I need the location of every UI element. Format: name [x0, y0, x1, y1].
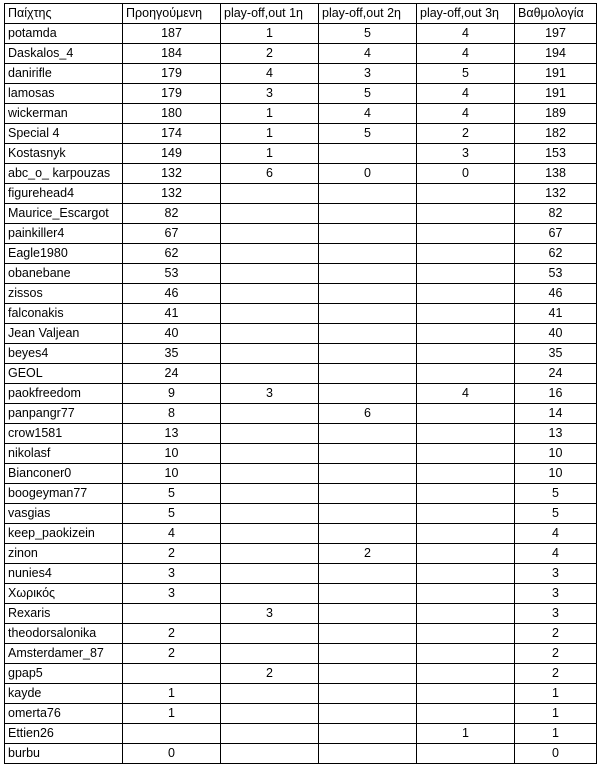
score-cell: 40 [515, 324, 597, 344]
table-row [5, 384, 597, 404]
table-row [5, 464, 597, 484]
score-cell: 191 [515, 64, 597, 84]
score-cell: 82 [515, 204, 597, 224]
playoff-out-1-cell [221, 404, 319, 424]
playoff-out-1-cell: 3 [221, 84, 319, 104]
previous-points-cell: 187 [123, 24, 221, 44]
playoff-out-3-cell [417, 324, 515, 344]
player-name-cell: theodorsalonika [5, 624, 123, 644]
playoff-out-2-cell [319, 444, 417, 464]
column-header-playoff-out-1: play-off,out 1η [221, 4, 319, 24]
player-name-cell: Χωρικός [5, 584, 123, 604]
score-cell: 4 [515, 524, 597, 544]
previous-points-cell: 10 [123, 464, 221, 484]
header-row [5, 4, 597, 24]
score-cell: 182 [515, 124, 597, 144]
player-name-cell: vasgias [5, 504, 123, 524]
previous-points-cell: 1 [123, 684, 221, 704]
table-row [5, 664, 597, 684]
playoff-out-2-cell: 2 [319, 544, 417, 564]
column-header-score: Βαθμολογία [515, 4, 597, 24]
table-row [5, 684, 597, 704]
player-name-cell: kayde [5, 684, 123, 704]
playoff-out-2-cell: 5 [319, 124, 417, 144]
score-cell: 197 [515, 24, 597, 44]
playoff-out-2-cell: 6 [319, 404, 417, 424]
score-cell: 67 [515, 224, 597, 244]
playoff-out-3-cell [417, 584, 515, 604]
playoff-out-3-cell [417, 344, 515, 364]
table-row [5, 504, 597, 524]
playoff-out-1-cell: 2 [221, 44, 319, 64]
playoff-out-1-cell [221, 544, 319, 564]
playoff-out-2-cell [319, 644, 417, 664]
player-name-cell: obanebane [5, 264, 123, 284]
table-row [5, 244, 597, 264]
table-row [5, 264, 597, 284]
playoff-out-2-cell [319, 384, 417, 404]
score-cell: 35 [515, 344, 597, 364]
table-row [5, 544, 597, 564]
playoff-out-2-cell: 5 [319, 24, 417, 44]
playoff-out-1-cell [221, 444, 319, 464]
playoff-out-2-cell [319, 424, 417, 444]
previous-points-cell: 179 [123, 64, 221, 84]
score-cell: 3 [515, 564, 597, 584]
player-name-cell: burbu [5, 744, 123, 764]
playoff-out-1-cell [221, 204, 319, 224]
player-name-cell: nikolasf [5, 444, 123, 464]
playoff-out-1-cell [221, 324, 319, 344]
playoff-out-2-cell [319, 324, 417, 344]
previous-points-cell [123, 664, 221, 684]
score-cell: 189 [515, 104, 597, 124]
player-name-cell: wickerman [5, 104, 123, 124]
playoff-out-1-cell [221, 504, 319, 524]
table-row [5, 564, 597, 584]
table-row [5, 324, 597, 344]
table-row [5, 404, 597, 424]
previous-points-cell: 180 [123, 104, 221, 124]
score-cell: 46 [515, 284, 597, 304]
score-cell: 2 [515, 644, 597, 664]
score-cell: 138 [515, 164, 597, 184]
player-name-cell: crow1581 [5, 424, 123, 444]
player-name-cell: lamosas [5, 84, 123, 104]
playoff-out-3-cell: 4 [417, 384, 515, 404]
previous-points-cell: 46 [123, 284, 221, 304]
table-row [5, 164, 597, 184]
playoff-out-3-cell [417, 464, 515, 484]
previous-points-cell: 13 [123, 424, 221, 444]
table-row [5, 64, 597, 84]
playoff-out-3-cell [417, 504, 515, 524]
score-cell: 132 [515, 184, 597, 204]
player-name-cell: beyes4 [5, 344, 123, 364]
playoff-out-2-cell [319, 464, 417, 484]
score-cell: 16 [515, 384, 597, 404]
playoff-out-1-cell [221, 584, 319, 604]
player-name-cell: Maurice_Escargot [5, 204, 123, 224]
score-cell: 24 [515, 364, 597, 384]
playoff-out-3-cell [417, 244, 515, 264]
table-row [5, 144, 597, 164]
playoff-out-1-cell [221, 364, 319, 384]
score-cell: 1 [515, 724, 597, 744]
score-cell: 53 [515, 264, 597, 284]
table-row [5, 284, 597, 304]
playoff-out-2-cell [319, 484, 417, 504]
previous-points-cell: 67 [123, 224, 221, 244]
previous-points-cell: 82 [123, 204, 221, 224]
playoff-out-3-cell [417, 564, 515, 584]
playoff-out-1-cell [221, 744, 319, 764]
column-header-player: Παίχτης [5, 4, 123, 24]
playoff-out-1-cell: 2 [221, 664, 319, 684]
table-row [5, 484, 597, 504]
score-cell: 194 [515, 44, 597, 64]
score-cell: 3 [515, 584, 597, 604]
score-cell: 2 [515, 664, 597, 684]
table-row [5, 604, 597, 624]
playoff-out-3-cell [417, 604, 515, 624]
previous-points-cell: 41 [123, 304, 221, 324]
playoff-out-3-cell: 4 [417, 84, 515, 104]
playoff-out-2-cell: 3 [319, 64, 417, 84]
previous-points-cell: 174 [123, 124, 221, 144]
playoff-out-1-cell: 1 [221, 24, 319, 44]
playoff-out-2-cell [319, 564, 417, 584]
previous-points-cell: 0 [123, 744, 221, 764]
previous-points-cell: 8 [123, 404, 221, 424]
playoff-out-3-cell [417, 204, 515, 224]
score-cell: 4 [515, 544, 597, 564]
playoff-out-1-cell: 3 [221, 384, 319, 404]
previous-points-cell: 9 [123, 384, 221, 404]
playoff-out-3-cell [417, 624, 515, 644]
table-row [5, 304, 597, 324]
playoff-out-3-cell: 5 [417, 64, 515, 84]
table-row [5, 444, 597, 464]
player-name-cell: Jean Valjean [5, 324, 123, 344]
playoff-out-1-cell [221, 524, 319, 544]
player-name-cell: Amsterdamer_87 [5, 644, 123, 664]
player-name-cell: paokfreedom [5, 384, 123, 404]
player-name-cell: Special 4 [5, 124, 123, 144]
player-name-cell: falconakis [5, 304, 123, 324]
playoff-out-1-cell [221, 624, 319, 644]
playoff-out-2-cell: 4 [319, 104, 417, 124]
playoff-out-2-cell [319, 604, 417, 624]
playoff-out-1-cell [221, 424, 319, 444]
playoff-out-3-cell [417, 184, 515, 204]
previous-points-cell: 40 [123, 324, 221, 344]
previous-points-cell: 10 [123, 444, 221, 464]
table-row [5, 724, 597, 744]
playoff-out-3-cell [417, 704, 515, 724]
playoff-out-3-cell [417, 664, 515, 684]
playoff-out-2-cell [319, 584, 417, 604]
score-cell: 10 [515, 444, 597, 464]
column-header-playoff-out-3: play-off,out 3η [417, 4, 515, 24]
playoff-out-2-cell [319, 304, 417, 324]
playoff-out-1-cell [221, 224, 319, 244]
playoff-out-3-cell: 4 [417, 24, 515, 44]
playoff-out-2-cell: 4 [319, 44, 417, 64]
score-cell: 2 [515, 624, 597, 644]
score-cell: 191 [515, 84, 597, 104]
player-name-cell: Bianconer0 [5, 464, 123, 484]
playoff-out-1-cell [221, 564, 319, 584]
previous-points-cell: 35 [123, 344, 221, 364]
playoff-out-1-cell [221, 264, 319, 284]
playoff-out-2-cell [319, 724, 417, 744]
playoff-out-3-cell [417, 364, 515, 384]
previous-points-cell [123, 604, 221, 624]
playoff-out-3-cell [417, 524, 515, 544]
table-row [5, 744, 597, 764]
player-name-cell: figurehead4 [5, 184, 123, 204]
playoff-out-2-cell: 0 [319, 164, 417, 184]
score-cell: 41 [515, 304, 597, 324]
playoff-out-2-cell [319, 684, 417, 704]
score-cell: 10 [515, 464, 597, 484]
table-row [5, 224, 597, 244]
score-cell: 1 [515, 704, 597, 724]
playoff-out-1-cell: 1 [221, 144, 319, 164]
playoff-out-1-cell [221, 344, 319, 364]
playoff-out-3-cell [417, 284, 515, 304]
previous-points-cell: 2 [123, 624, 221, 644]
playoff-out-1-cell: 3 [221, 604, 319, 624]
player-name-cell: omerta76 [5, 704, 123, 724]
previous-points-cell: 53 [123, 264, 221, 284]
playoff-out-1-cell [221, 644, 319, 664]
previous-points-cell: 62 [123, 244, 221, 264]
playoff-out-1-cell [221, 484, 319, 504]
playoff-out-3-cell [417, 224, 515, 244]
player-name-cell: Rexaris [5, 604, 123, 624]
table-row [5, 124, 597, 144]
previous-points-cell: 179 [123, 84, 221, 104]
table-row [5, 104, 597, 124]
table-row [5, 424, 597, 444]
player-name-cell: boogeyman77 [5, 484, 123, 504]
previous-points-cell [123, 724, 221, 744]
playoff-out-2-cell [319, 624, 417, 644]
previous-points-cell: 3 [123, 564, 221, 584]
playoff-out-3-cell [417, 444, 515, 464]
playoff-out-1-cell [221, 244, 319, 264]
playoff-out-3-cell [417, 684, 515, 704]
playoff-out-3-cell [417, 424, 515, 444]
table-row [5, 524, 597, 544]
player-name-cell: zinon [5, 544, 123, 564]
playoff-out-2-cell [319, 144, 417, 164]
table-row [5, 204, 597, 224]
playoff-out-2-cell [319, 344, 417, 364]
previous-points-cell: 1 [123, 704, 221, 724]
playoff-out-3-cell [417, 264, 515, 284]
score-cell: 62 [515, 244, 597, 264]
previous-points-cell: 2 [123, 644, 221, 664]
playoff-out-2-cell [319, 204, 417, 224]
player-name-cell: painkiller4 [5, 224, 123, 244]
score-cell: 13 [515, 424, 597, 444]
playoff-out-1-cell [221, 724, 319, 744]
playoff-out-3-cell: 0 [417, 164, 515, 184]
table-row [5, 84, 597, 104]
previous-points-cell: 132 [123, 164, 221, 184]
playoff-out-1-cell: 4 [221, 64, 319, 84]
standings-table [4, 3, 597, 764]
table-row [5, 184, 597, 204]
score-cell: 5 [515, 484, 597, 504]
playoff-out-1-cell [221, 704, 319, 724]
playoff-out-2-cell [319, 704, 417, 724]
previous-points-cell: 24 [123, 364, 221, 384]
previous-points-cell: 2 [123, 544, 221, 564]
score-cell: 1 [515, 684, 597, 704]
playoff-out-1-cell [221, 304, 319, 324]
playoff-out-2-cell [319, 244, 417, 264]
previous-points-cell: 149 [123, 144, 221, 164]
table-row [5, 644, 597, 664]
playoff-out-1-cell: 1 [221, 104, 319, 124]
score-cell: 0 [515, 744, 597, 764]
playoff-out-1-cell [221, 684, 319, 704]
playoff-out-1-cell: 6 [221, 164, 319, 184]
score-cell: 153 [515, 144, 597, 164]
player-name-cell: abc_o_ karpouzas [5, 164, 123, 184]
playoff-out-2-cell [319, 504, 417, 524]
playoff-out-1-cell [221, 284, 319, 304]
table-row [5, 344, 597, 364]
score-cell: 14 [515, 404, 597, 424]
playoff-out-3-cell [417, 304, 515, 324]
playoff-out-3-cell [417, 644, 515, 664]
playoff-out-3-cell: 4 [417, 104, 515, 124]
playoff-out-2-cell [319, 184, 417, 204]
playoff-out-1-cell: 1 [221, 124, 319, 144]
player-name-cell: keep_paokizein [5, 524, 123, 544]
playoff-out-2-cell [319, 524, 417, 544]
table-row [5, 44, 597, 64]
playoff-out-1-cell [221, 184, 319, 204]
table-row [5, 704, 597, 724]
player-name-cell: potamda [5, 24, 123, 44]
playoff-out-2-cell [319, 744, 417, 764]
previous-points-cell: 3 [123, 584, 221, 604]
playoff-out-3-cell: 3 [417, 144, 515, 164]
playoff-out-3-cell [417, 404, 515, 424]
player-name-cell: zissos [5, 284, 123, 304]
playoff-out-2-cell [319, 284, 417, 304]
player-name-cell: nunies4 [5, 564, 123, 584]
column-header-previous: Προηγούμενη [123, 4, 221, 24]
playoff-out-2-cell: 5 [319, 84, 417, 104]
playoff-out-3-cell: 2 [417, 124, 515, 144]
table-header [5, 4, 597, 24]
player-name-cell: Eagle1980 [5, 244, 123, 264]
playoff-out-3-cell [417, 484, 515, 504]
previous-points-cell: 5 [123, 484, 221, 504]
playoff-out-2-cell [319, 264, 417, 284]
table-row [5, 24, 597, 44]
previous-points-cell: 5 [123, 504, 221, 524]
playoff-out-2-cell [319, 664, 417, 684]
playoff-out-3-cell [417, 744, 515, 764]
column-header-playoff-out-2: play-off,out 2η [319, 4, 417, 24]
playoff-out-3-cell: 1 [417, 724, 515, 744]
table-row [5, 624, 597, 644]
score-cell: 5 [515, 504, 597, 524]
playoff-out-2-cell [319, 224, 417, 244]
previous-points-cell: 4 [123, 524, 221, 544]
table-row [5, 584, 597, 604]
player-name-cell: GEOL [5, 364, 123, 384]
previous-points-cell: 184 [123, 44, 221, 64]
playoff-out-2-cell [319, 364, 417, 384]
player-name-cell: Daskalos_4 [5, 44, 123, 64]
playoff-out-3-cell: 4 [417, 44, 515, 64]
score-cell: 3 [515, 604, 597, 624]
player-name-cell: panpangr77 [5, 404, 123, 424]
table-row [5, 364, 597, 384]
playoff-out-3-cell [417, 544, 515, 564]
player-name-cell: Kostasnyk [5, 144, 123, 164]
table-body [5, 24, 597, 764]
previous-points-cell: 132 [123, 184, 221, 204]
player-name-cell: danirifle [5, 64, 123, 84]
player-name-cell: Ettien26 [5, 724, 123, 744]
player-name-cell: gpap5 [5, 664, 123, 684]
playoff-out-1-cell [221, 464, 319, 484]
